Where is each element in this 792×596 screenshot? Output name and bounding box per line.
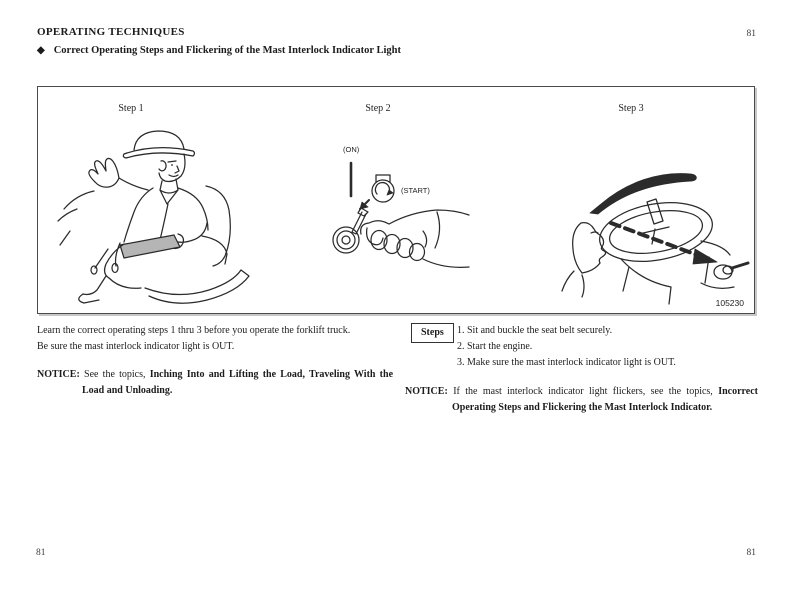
raised-hand <box>119 178 148 190</box>
header-page-number: 81 <box>746 29 756 39</box>
operator-buckling-seat-belt-drawing <box>56 123 261 308</box>
operator-head-profile <box>562 223 606 297</box>
notice-emphasis: Incorrect Operating Steps and Flickering the Mast Interlock Indicator. <box>452 386 759 413</box>
notice-label: NOTICE: <box>37 369 80 380</box>
figure-number: 105230 <box>715 298 744 308</box>
ignition-key-symbol <box>372 175 394 202</box>
left-text-column <box>37 323 393 399</box>
right-text-column <box>405 323 758 416</box>
paragraph-line: Learn the correct operating steps 1 thru 3 before you operate the forklift truck. <box>37 325 351 336</box>
page-title: OPERATING TECHNIQUES <box>37 26 185 38</box>
dashed-sight-arrow <box>611 223 697 255</box>
notice-lead: If the mast interlock indicator light flickers, see the topics, <box>453 386 713 397</box>
operator-face <box>159 154 185 181</box>
notice-right <box>405 384 758 416</box>
notice-emphasis: Inching Into and Lifting the Load, Traveling With the Load and Unloading. <box>82 369 394 396</box>
section-heading-text: Correct Operating Steps and Flickering of the Mast Interlock Indicator Light <box>53 45 401 56</box>
paragraph-line: Be sure the mast interlock indicator light is OUT. <box>37 341 235 352</box>
steps-box-label: Steps <box>411 323 454 343</box>
ignition-start-label: (START) <box>401 186 430 195</box>
steps-list-item: 1. Sit and buckle the seat belt securely. <box>457 325 613 336</box>
section-heading <box>37 45 737 56</box>
step2-label: Step 2 <box>365 103 391 114</box>
footer-page-number-right: 81 <box>746 548 756 558</box>
step1-illustration <box>56 123 261 308</box>
step1-label: Step 1 <box>118 103 144 114</box>
step2-illustration <box>331 139 471 297</box>
footer-page-number-left: 81 <box>36 548 46 558</box>
step3-illustration <box>551 170 756 308</box>
hand-turning-ignition-key-drawing <box>331 139 471 297</box>
hand-fist <box>361 210 469 267</box>
ignition-switch <box>333 227 359 253</box>
seat-belt <box>120 235 180 258</box>
steps-list-item: 2. Start the engine. <box>457 341 533 352</box>
steps-list <box>457 323 758 371</box>
indicator-check-drawing <box>551 170 756 308</box>
diamond-bullet-icon: ◆ <box>37 45 45 56</box>
steps-list-item: 3. Make sure the mast interlock indicator light is OUT. <box>457 357 676 368</box>
figure-box <box>37 86 755 314</box>
step3-label: Step 3 <box>618 103 644 114</box>
ignition-on-label: (ON) <box>343 145 360 154</box>
notice-label: NOTICE: <box>405 386 448 397</box>
notice-left <box>37 367 393 399</box>
tilt-lever <box>701 241 748 288</box>
notice-lead: See the topics, <box>84 369 146 380</box>
look-arrow <box>590 174 696 214</box>
